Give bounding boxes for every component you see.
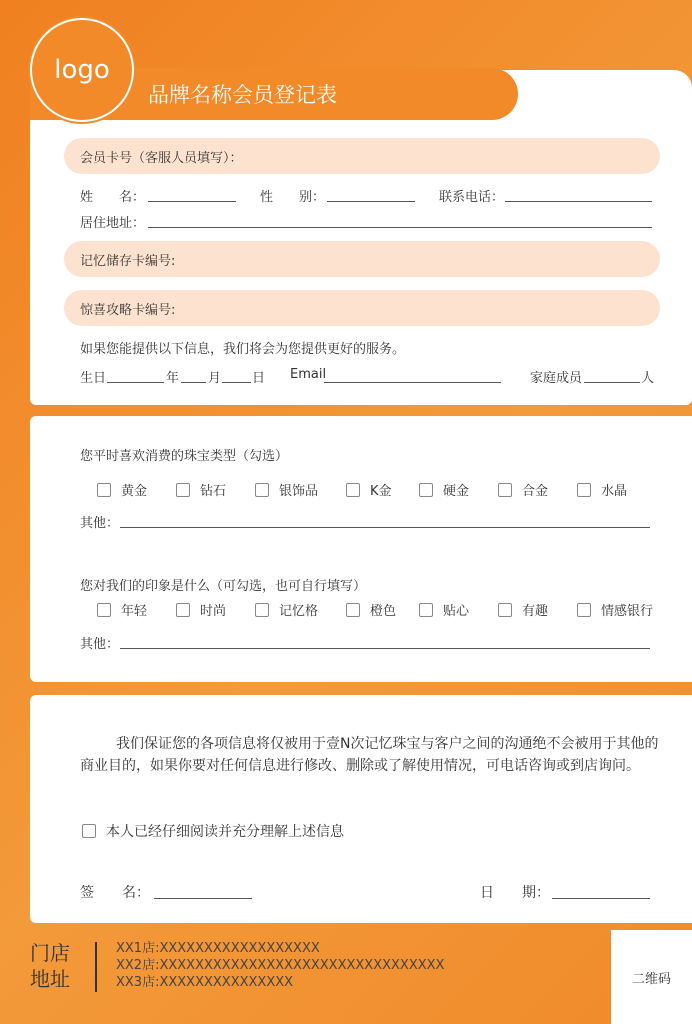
other-label-2: 其他：	[80, 637, 120, 652]
option-alloy[interactable]: 合金	[498, 480, 577, 499]
card-number-field[interactable]	[64, 138, 660, 174]
option-gold[interactable]: 黄金	[97, 480, 176, 499]
option-memory-style[interactable]: 记忆格	[255, 600, 346, 619]
name-input-line[interactable]	[148, 201, 236, 202]
agree-label: 本人已经仔细阅读并充分理解上述信息	[106, 824, 344, 840]
gender-input-line[interactable]	[327, 201, 415, 202]
option-emotion-bank[interactable]: 情感银行	[577, 600, 653, 619]
checkbox[interactable]	[498, 483, 512, 497]
birth-day-line[interactable]	[222, 382, 251, 383]
checkbox[interactable]	[577, 483, 591, 497]
qr-code-placeholder	[611, 930, 692, 1024]
checkbox[interactable]	[97, 603, 111, 617]
option-diamond[interactable]: 钻石	[176, 480, 255, 499]
store-heading-line1: 门店	[30, 941, 70, 965]
family-label: 家庭成员	[530, 371, 583, 386]
form-title: 品牌名称会员登记表	[148, 83, 337, 107]
checkbox[interactable]	[346, 603, 360, 617]
checkbox[interactable]	[97, 483, 111, 497]
phone-label: 联系电话：	[439, 190, 505, 205]
signature-input-line[interactable]	[154, 898, 252, 899]
qr-code-label: 二维码	[631, 971, 671, 987]
email-input-line[interactable]	[324, 382, 501, 383]
card-number-label: 会员卡号（客服人员填写）：	[80, 150, 243, 166]
birth-year-line[interactable]	[107, 382, 164, 383]
other-input-line-1[interactable]	[120, 527, 650, 528]
person-label: 人	[641, 371, 655, 386]
option-crystal[interactable]: 水晶	[577, 480, 627, 499]
checkbox[interactable]	[255, 603, 269, 617]
checkbox[interactable]	[346, 483, 360, 497]
footer-divider	[95, 942, 97, 992]
option-silver[interactable]: 银饰品	[255, 480, 346, 499]
year-label: 年	[166, 371, 180, 386]
other-label-1: 其他：	[80, 516, 120, 531]
checkbox[interactable]	[419, 603, 433, 617]
phone-input-line[interactable]	[505, 201, 652, 202]
option-young[interactable]: 年轻	[97, 600, 176, 619]
logo-text: logo	[54, 55, 110, 85]
address-input-line[interactable]	[148, 227, 652, 228]
surprise-card-field[interactable]	[64, 290, 660, 326]
birthday-label: 生日	[80, 371, 107, 386]
privacy-statement: 我们保证您的各项信息将仅被用于壹N次记忆珠宝与客户之间的沟通绝不会被用于其他的商业目的，如果你要对任何信息进行修改、删除或了解使用情况，可电话咨询或到店询问。	[80, 736, 659, 774]
day-label: 日	[252, 371, 266, 386]
brand-logo	[30, 18, 134, 122]
store-item: XX1店:XXXXXXXXXXXXXXXXXX	[116, 941, 320, 956]
date-input-line[interactable]	[552, 898, 650, 899]
option-caring[interactable]: 贴心	[419, 600, 498, 619]
option-orange[interactable]: 橙色	[346, 600, 419, 619]
option-fun[interactable]: 有趣	[498, 600, 577, 619]
name-label: 姓 名：	[80, 190, 146, 205]
checkbox[interactable]	[498, 603, 512, 617]
other-input-line-2[interactable]	[120, 648, 650, 649]
option-hard-gold[interactable]: 硬金	[419, 480, 498, 499]
surprise-card-label: 惊喜攻略卡编号:	[80, 302, 176, 318]
checkbox[interactable]	[419, 483, 433, 497]
checkbox[interactable]	[176, 483, 190, 497]
impression-question: 您对我们的印象是什么（可勾选，也可自行填写）	[80, 579, 367, 594]
option-k-gold[interactable]: K金	[346, 480, 419, 499]
address-label: 居住地址：	[80, 216, 146, 231]
checkbox[interactable]	[577, 603, 591, 617]
gender-label: 性 别：	[260, 190, 326, 205]
date-label: 日 期：	[480, 885, 550, 901]
checkbox[interactable]	[176, 603, 190, 617]
store-list	[116, 940, 444, 991]
memory-card-field[interactable]	[64, 241, 660, 277]
store-heading-line2: 地址	[30, 967, 70, 991]
family-input-line[interactable]	[584, 382, 640, 383]
impression-options	[97, 600, 653, 619]
intro-text: 如果您能提供以下信息，我们将会为您提供更好的服务。	[80, 342, 406, 357]
jewelry-options	[97, 480, 627, 499]
signature-label: 签 名：	[80, 885, 150, 901]
option-fashion[interactable]: 时尚	[176, 600, 255, 619]
store-item: XX3店:XXXXXXXXXXXXXXX	[116, 975, 294, 990]
jewelry-question: 您平时喜欢消费的珠宝类型（勾选）	[80, 449, 289, 464]
birth-month-line[interactable]	[181, 382, 206, 383]
email-label: Email	[290, 367, 327, 382]
month-label: 月	[208, 371, 222, 386]
agree-checkbox-row[interactable]	[82, 821, 344, 841]
store-address-heading	[30, 940, 70, 992]
agree-checkbox[interactable]	[82, 824, 96, 838]
checkbox[interactable]	[255, 483, 269, 497]
memory-card-label: 记忆储存卡编号:	[80, 253, 176, 269]
store-item: XX2店:XXXXXXXXXXXXXXXXXXXXXXXXXXXXXXXX	[116, 958, 445, 973]
